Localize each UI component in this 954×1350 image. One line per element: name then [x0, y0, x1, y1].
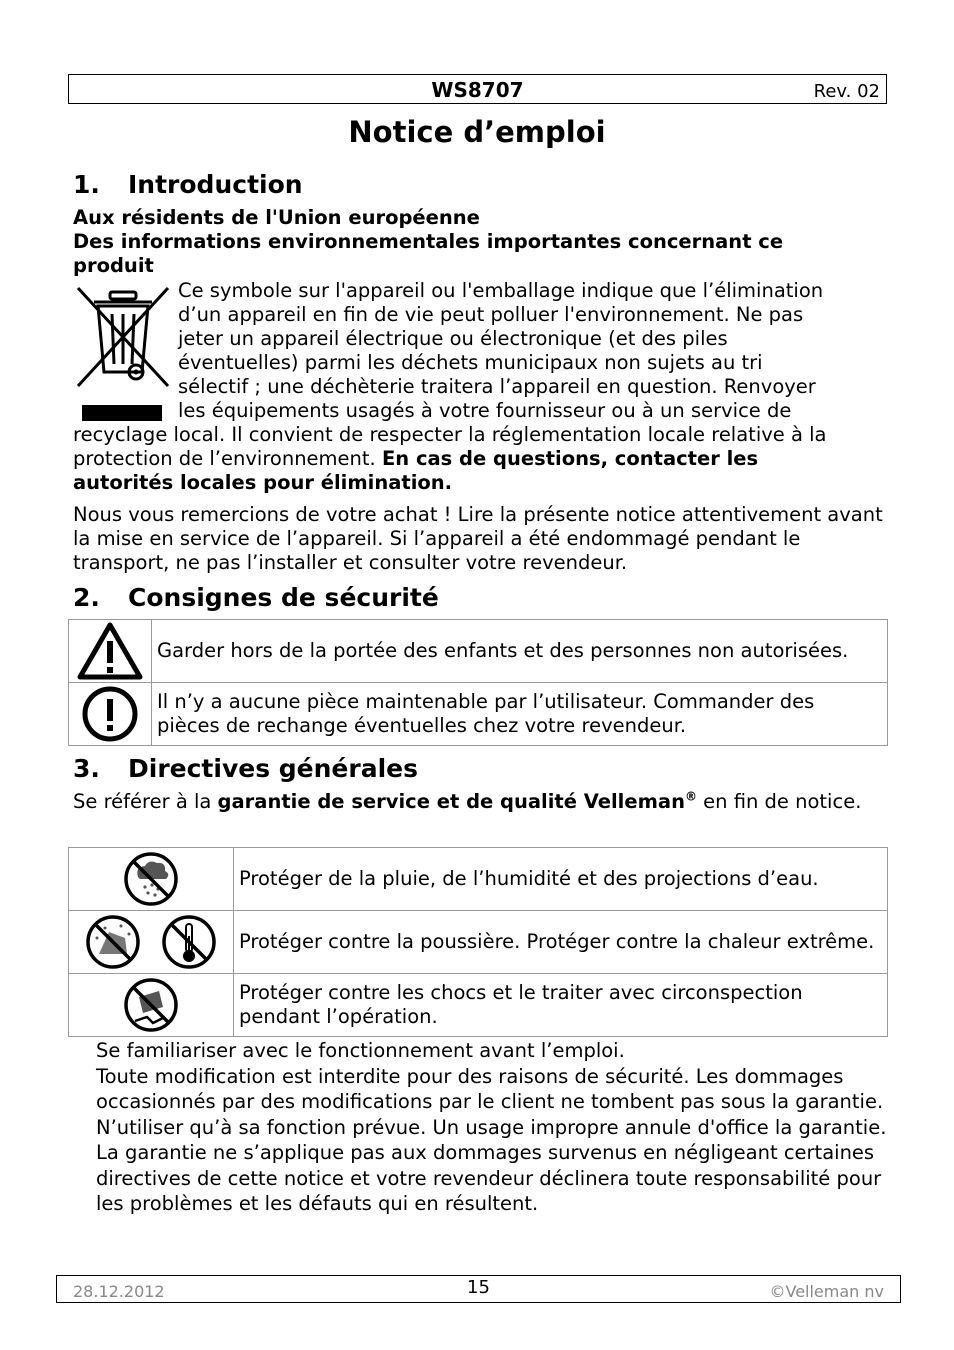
safety-table	[68, 619, 888, 746]
intro-plain: Se référer à la	[73, 790, 218, 813]
section-3-number: 3.	[73, 754, 100, 783]
revision-label: Rev. 02	[813, 81, 880, 102]
guideline-text: Protéger contre les chocs et le traiter avec circonspection pendant l’opération.	[234, 974, 888, 1037]
document-header	[68, 74, 887, 104]
weee-text-block	[178, 279, 878, 423]
section-2-title: Consignes de sécurité	[128, 583, 439, 612]
section-1-number: 1.	[73, 170, 100, 199]
exclamation-circle-icon	[81, 702, 139, 725]
weee-line: Ce symbole sur l'appareil ou l'emballage indique que l’élimination	[178, 279, 824, 302]
weee-line: d’un appareil en fin de vie peut polluer l'environnement. Ne pas	[178, 303, 804, 326]
no-shock-icon	[123, 993, 179, 1016]
no-rain-icon	[123, 867, 179, 890]
weee-bin-icon	[74, 284, 172, 390]
guideline-icon-cell	[69, 848, 234, 911]
section-3-title: Directives générales	[128, 754, 418, 783]
environment-subheading: Des informations environnementales importantes concernant ce produit	[73, 230, 784, 277]
section-2-heading	[73, 583, 439, 613]
weee-continuation	[73, 423, 888, 495]
safety-text: Il n’y a aucune pièce maintenable par l’utilisateur. Commander des pièces de rechange éventuelles chez votre revendeur.	[152, 683, 888, 746]
section-1-title: Introduction	[128, 170, 303, 199]
page-title: Notice d’emploi	[348, 115, 606, 149]
guideline-paragraph: Toute modification est interdite pour des raisons de sécurité. Les dommages occasionnés par des modifications par le client ne tombent pas sous la garantie.	[96, 1064, 884, 1113]
guideline-paragraph: Se familiariser avec le fonctionnement avant l’emploi.	[96, 1039, 625, 1062]
guideline-icon-cell	[69, 911, 234, 974]
registered-mark: ®	[684, 789, 697, 804]
weee-line: sélectif ; une déchèterie traitera l’appareil en question. Renvoyer	[178, 375, 816, 398]
guideline-paragraph: N’utiliser qu’à sa fonction prévue. Un usage impropre annule d'office la garantie.	[96, 1115, 887, 1139]
weee-cont-plain: protection de l’environnement.	[73, 447, 382, 470]
warning-triangle-icon	[77, 639, 143, 662]
model-number: WS8707	[431, 78, 524, 102]
no-heat-icon	[161, 930, 217, 953]
weee-cont-line-bold: autorités locales pour élimination.	[73, 471, 453, 494]
guideline-row	[69, 848, 888, 911]
thanks-paragraph: Nous vous remercions de votre achat ! Lire la présente notice attentivement avant la mise en service de l’appareil. Si l’appareil a été endommagé pendant le transport, ne pas l’installer et consulter votre revendeur.	[73, 503, 883, 574]
guideline-text: Protéger contre la poussière. Protéger contre la chaleur extrême.	[234, 911, 888, 974]
section-3-heading	[73, 754, 418, 784]
safety-row	[69, 620, 888, 683]
page-number: 15	[467, 1277, 490, 1298]
weee-cont-bold: En cas de questions, contacter les	[381, 447, 759, 470]
no-dust-icon	[85, 930, 147, 953]
guidelines-intro	[73, 790, 863, 814]
weee-line: éventuelles) parmi les déchets municipaux non sujets au tri	[178, 351, 763, 374]
guideline-paragraph: La garantie ne s’applique pas aux dommages survenus en négligeant certaines directives de cette notice et votre revendeur déclinera toute responsabilité pour les problèmes et les défauts qui en résultent.	[96, 1141, 882, 1215]
safety-row	[69, 683, 888, 746]
weee-cont-line: recyclage local. Il convient de respecter la réglementation locale relative à la	[73, 423, 827, 446]
safety-icon-cell	[69, 683, 152, 746]
document-footer	[56, 1275, 901, 1303]
footer-copyright: ©Velleman nv	[769, 1282, 884, 1301]
weee-cont-line	[73, 447, 888, 471]
section-2-number: 2.	[73, 583, 100, 612]
weee-bar	[82, 405, 162, 421]
guidelines-paragraphs	[96, 1038, 888, 1217]
intro-plain-end: en fin de notice.	[696, 790, 862, 813]
guideline-row	[69, 974, 888, 1037]
guideline-row	[69, 911, 888, 974]
eu-residents-subheading: Aux résidents de l'Union européenne	[73, 206, 480, 229]
safety-text: Garder hors de la portée des enfants et des personnes non autorisées.	[152, 620, 888, 683]
weee-line: jeter un appareil électrique ou électronique (et des piles	[178, 327, 728, 350]
safety-icon-cell	[69, 620, 152, 683]
intro-bold: garantie de service et de qualité Velleman	[217, 790, 685, 813]
footer-date: 28.12.2012	[73, 1282, 165, 1301]
guidelines-table	[68, 847, 888, 1037]
weee-line: les équipements usagés à votre fournisseur ou à un service de	[178, 399, 792, 422]
section-1-heading	[73, 170, 303, 200]
guideline-icon-cell	[69, 974, 234, 1037]
guideline-text: Protéger de la pluie, de l’humidité et des projections d’eau.	[234, 848, 888, 911]
